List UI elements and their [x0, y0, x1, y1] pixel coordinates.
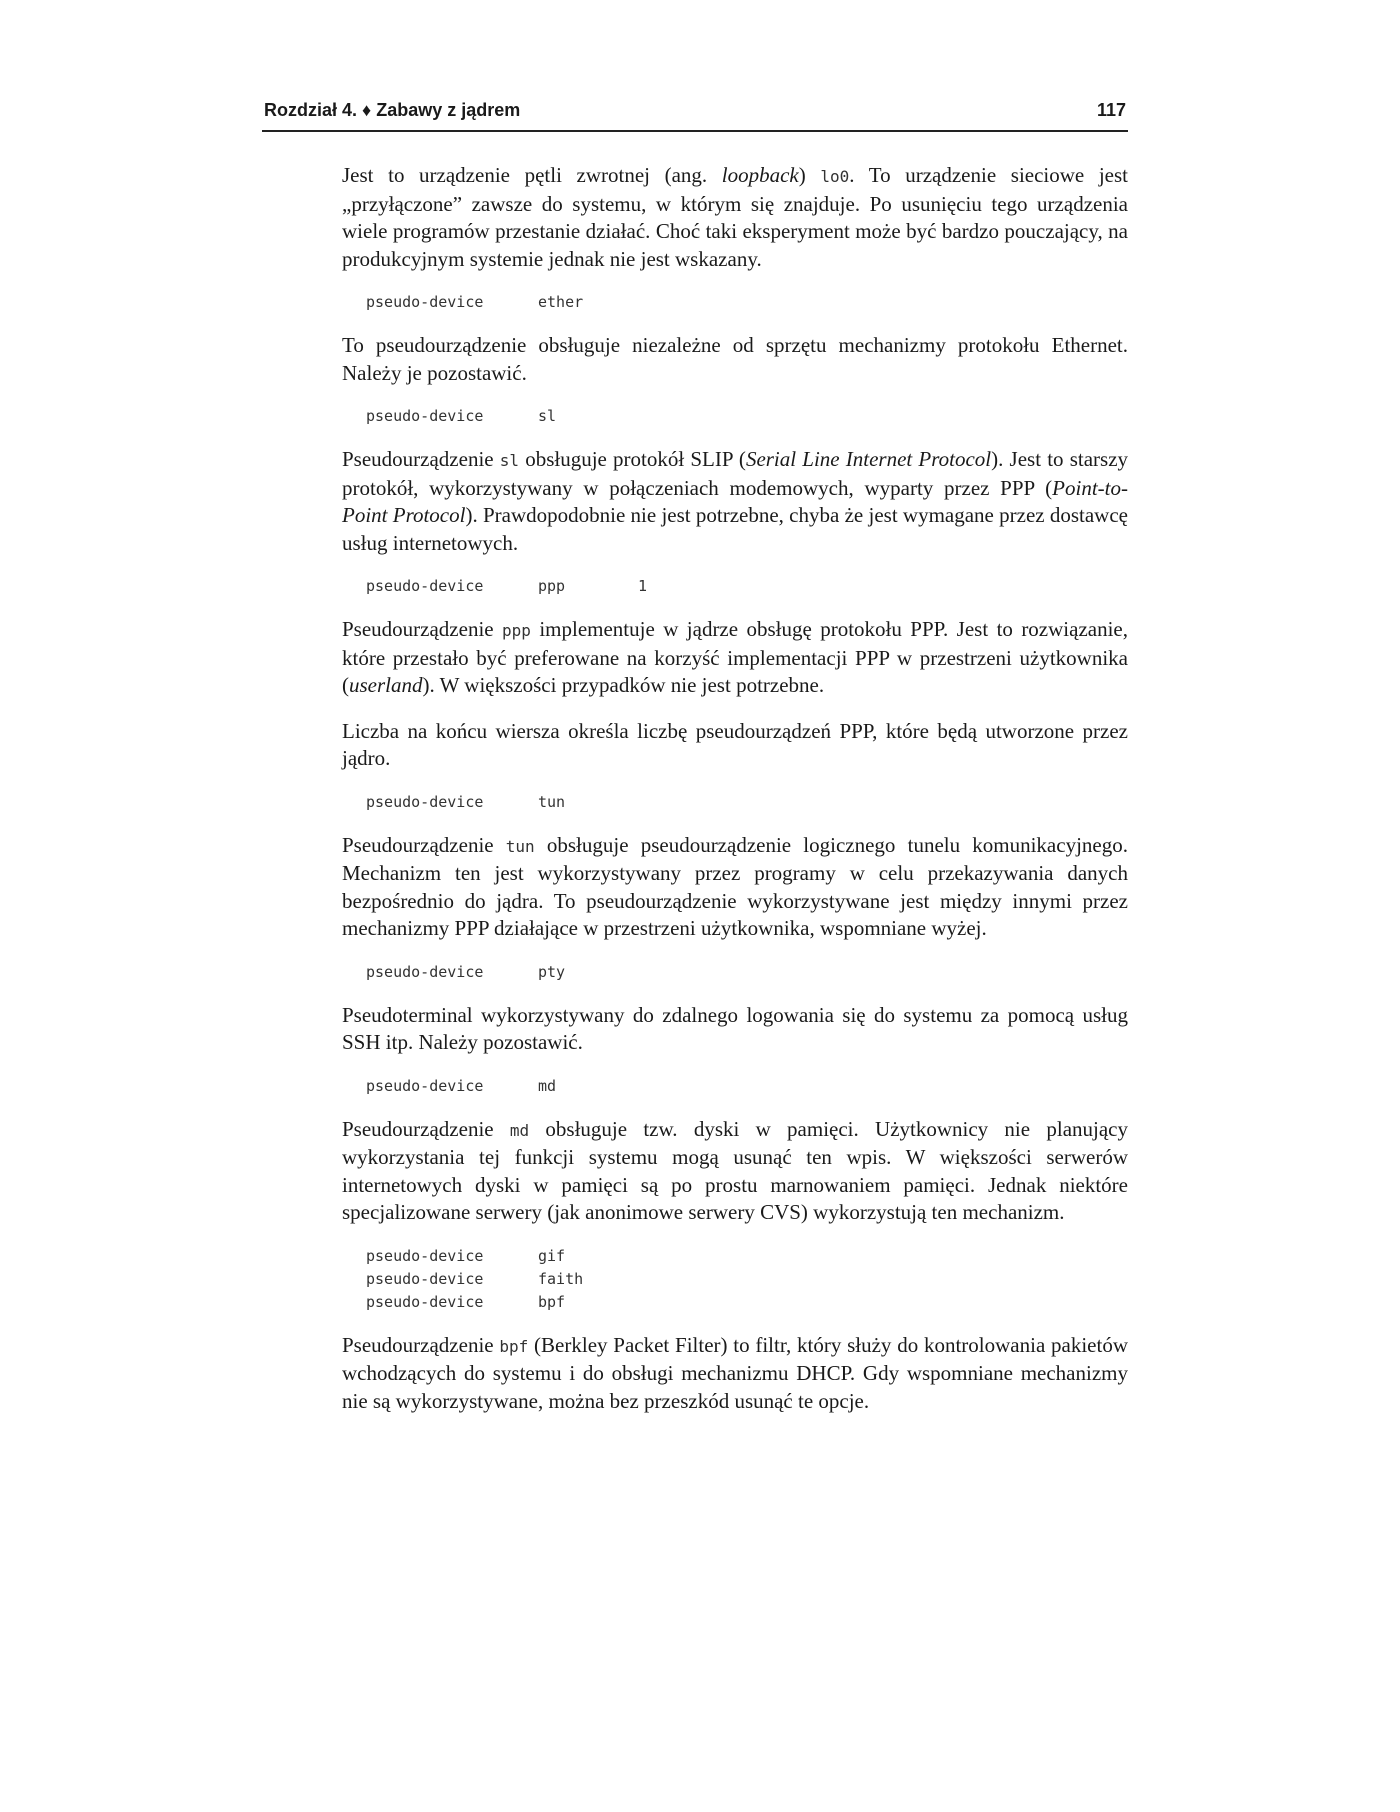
code-keyword: pseudo-device — [366, 577, 484, 595]
paragraph-loopback — [342, 162, 1128, 273]
page-body — [342, 162, 1128, 1433]
inline-code: lo0 — [820, 167, 850, 186]
code-line — [366, 1075, 1128, 1098]
code-keyword: pseudo-device — [366, 792, 484, 811]
code-argument: ether — [538, 293, 584, 311]
italic-term: Serial Line Internet Protocol — [745, 447, 992, 471]
paragraph-ether: To pseudourządzenie obsługuje niezależne od sprzętu mechanizmy protokołu Ethernet. Należy je pozostawić. — [342, 333, 1128, 385]
text-run: ). Jest to starszy protokół, wykorzystywany w połączeniach modemowych, wyparty przez PPP ( — [342, 447, 1129, 500]
code-argument: md — [538, 1076, 557, 1095]
code-block-ether — [366, 291, 1128, 314]
code-block-gif-faith-bpf — [366, 1245, 1128, 1314]
code-line — [366, 1268, 1128, 1291]
code-line — [366, 961, 1128, 984]
text-run: obsługuje protokół SLIP ( — [519, 447, 746, 471]
code-keyword: pseudo-device — [366, 1292, 484, 1311]
inline-code: tun — [505, 836, 535, 856]
inline-code: ppp — [502, 621, 531, 640]
paragraph-ppp — [342, 616, 1128, 700]
code-line — [366, 405, 1128, 428]
text-run: ). Prawdopodobnie nie jest potrzebne, chyba że jest wymagane przez dostawcę usług internetowych. — [342, 503, 1128, 555]
code-keyword: pseudo-device — [366, 1269, 484, 1288]
code-argument: faith — [538, 1269, 584, 1288]
code-line — [366, 575, 1128, 598]
code-block-sl — [366, 405, 1128, 428]
page-header — [262, 100, 1128, 132]
code-block-pty — [366, 961, 1128, 984]
page-number: 117 — [1096, 100, 1126, 120]
code-number: 1 — [638, 577, 648, 595]
code-line — [366, 791, 1128, 814]
code-block-tun — [366, 791, 1128, 814]
code-argument: gif — [538, 1246, 566, 1265]
code-argument: ppp — [538, 577, 566, 595]
text-run: (Berkley Packet Filter) to filtr, który służy do kontrolowania pakietów wchodzących do systemu i do obsługi mechanizmu DHCP. Gdy wspomniane mechanizmy nie są wykorzystywane, można bez przeszkód usunąć te opcje. — [342, 1332, 1128, 1413]
code-keyword: pseudo-device — [366, 407, 484, 425]
inline-code: bpf — [499, 1336, 529, 1356]
text-run: Pseudourządzenie — [342, 447, 500, 471]
text-run: Pseudourządzenie — [342, 1332, 500, 1357]
code-argument: tun — [538, 792, 566, 811]
code-keyword: pseudo-device — [366, 1246, 484, 1265]
text-run: Pseudourządzenie — [342, 1116, 510, 1141]
paragraph-md — [342, 1116, 1128, 1227]
code-line — [366, 1291, 1128, 1314]
code-line — [366, 291, 1128, 314]
paragraph-slip — [342, 446, 1128, 557]
text-run: ). W większości przypadków nie jest potrzebne. — [422, 673, 825, 697]
italic-term: userland — [349, 673, 423, 697]
text-run: obsługuje tzw. dyski w pamięci. Użytkownicy nie planujący wykorzystania tej funkcji systemu mogą usunąć ten wpis. W większości serwerów internetowych dyski w pamięci są po prostu marnowaniem pamięci. Jednak niektóre specjalizowane serwery (jak anonimowe serwery CVS) wykorzystują ten mechanizm. — [342, 1116, 1128, 1224]
text-run: obsługuje pseudourządzenie logicznego tunelu komunikacyjnego. Mechanizm ten jest wykorzystywany przez programy w celu przekazywania danych bezpośrednio do jądra. To pseudourządzenie wykorzystywane jest między innymi przez mechanizmy PPP działające w przestrzeni użytkownika, wspomniane wyżej. — [342, 832, 1128, 940]
inline-code: md — [509, 1120, 530, 1140]
text-run: . To urządzenie sieciowe jest „przyłączone” zawsze do systemu, w którym się znajduje. Po usunięciu tego urządzenia wiele programów przestanie działać. Choć taki eksperyment może być bardzo pouczający, na produkcyjnym systemie jednak nie jest wskazany. — [342, 163, 1129, 271]
paragraph-pty: Pseudoterminal wykorzystywany do zdalnego logowania się do systemu za pomocą usług SSH itp. Należy pozostawić. — [342, 1002, 1128, 1054]
paragraph-bpf — [342, 1332, 1128, 1416]
text-run: implementuje w jądrze obsługę protokołu PPP. Jest to rozwiązanie, które przestało być preferowane na korzyść implementacji PPP w przestrzeni użytkownika ( — [342, 617, 1128, 697]
code-block-md — [366, 1075, 1128, 1098]
code-block-ppp — [366, 575, 1128, 598]
italic-term: Point-to-Point Protocol — [342, 475, 1128, 527]
code-keyword: pseudo-device — [366, 962, 484, 981]
inline-code: sl — [499, 451, 520, 470]
text-run: Pseudourządzenie — [342, 832, 506, 857]
code-argument: bpf — [538, 1292, 566, 1311]
code-argument: pty — [538, 962, 566, 981]
code-keyword: pseudo-device — [366, 293, 484, 311]
text-run: Jest to urządzenie pętli zwrotnej (ang. — [342, 163, 722, 187]
paragraph-ppp-count: Liczba na końcu wiersza określa liczbę pseudourządzeń PPP, które będą utworzone przez jądro. — [342, 718, 1128, 770]
italic-term: loopback — [721, 163, 799, 187]
paragraph-tun — [342, 832, 1128, 943]
text-run: Pseudourządzenie — [342, 617, 503, 641]
text-run: ) — [798, 163, 821, 187]
chapter-title: Rozdział 4. ♦ Zabawy z jądrem — [264, 100, 521, 120]
code-line — [366, 1245, 1128, 1268]
code-argument: sl — [538, 407, 557, 425]
code-keyword: pseudo-device — [366, 1076, 484, 1095]
